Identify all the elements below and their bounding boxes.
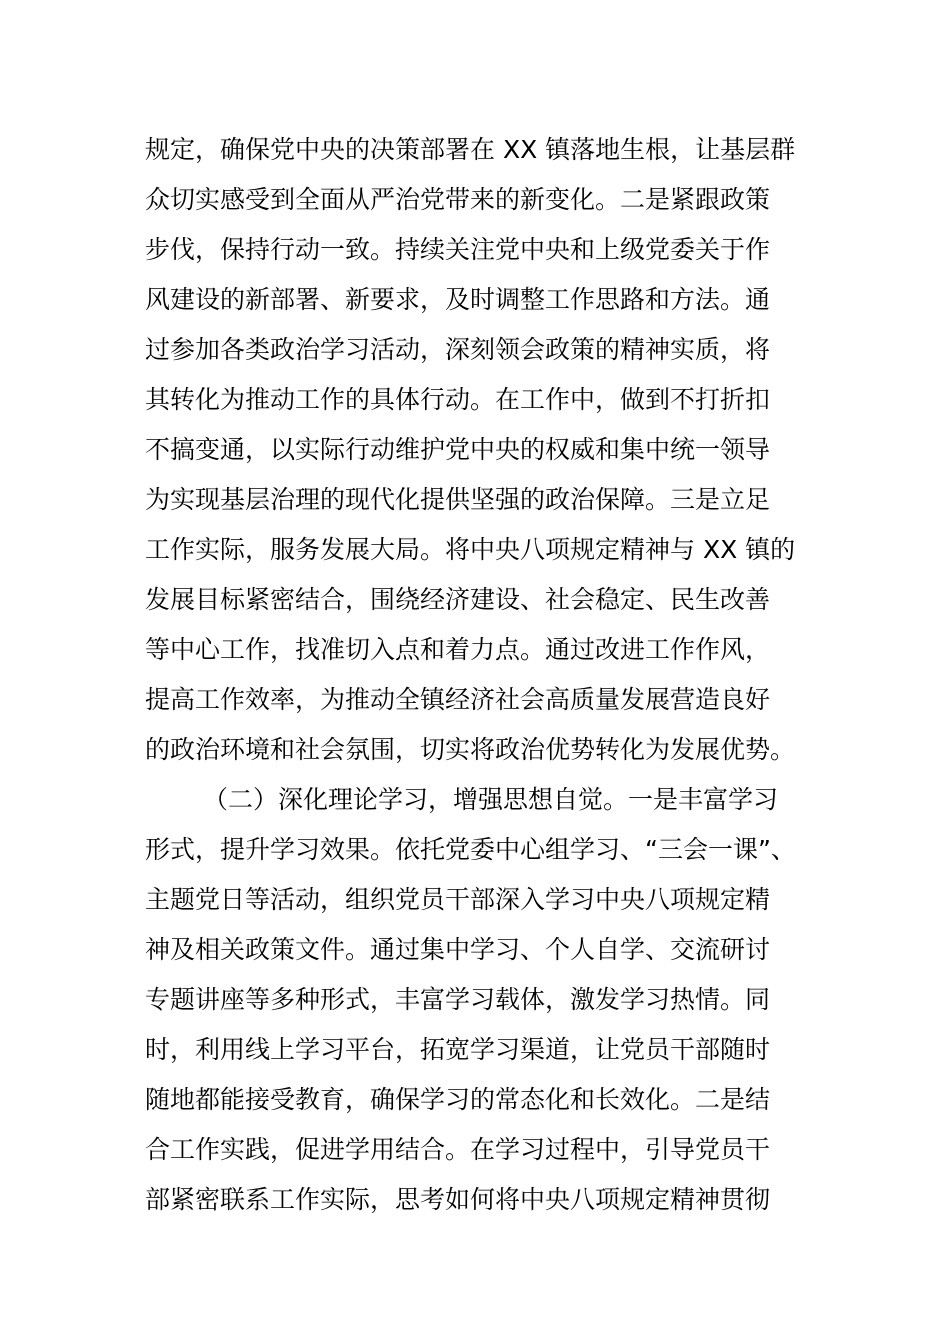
text-line: 过参加各类政治学习活动，深刻领会政策的精神实质，将	[145, 335, 771, 364]
body-text	[145, 125, 810, 1225]
text-line: 众切实感受到全面从严治党带来的新变化。二是紧跟政策	[145, 185, 771, 214]
text-line: 时，利用线上学习平台，拓宽学习渠道，让党员干部随时	[145, 1035, 771, 1064]
text-line: 工作实际，服务发展大局。将中央八项规定精神与 XX 镇的	[145, 535, 796, 564]
text-line: 形式，提升学习效果。依托党委中心组学习、“三会一课”、	[145, 835, 796, 864]
text-line: 专题讲座等多种形式，丰富学习载体，激发学习热情。同	[145, 985, 771, 1014]
text-line: 部紧密联系工作实际，思考如何将中央八项规定精神贯彻	[145, 1185, 771, 1214]
text-line: 规定，确保党中央的决策部署在 XX 镇落地生根，让基层群	[145, 135, 796, 164]
text-line: 提高工作效率，为推动全镇经济社会高质量发展营造良好	[145, 685, 771, 714]
text-line: 风建设的新部署、新要求，及时调整工作思路和方法。通	[145, 285, 771, 314]
text-line: 为实现基层治理的现代化提供坚强的政治保障。三是立足	[145, 485, 771, 514]
text-line: 随地都能接受教育，确保学习的常态化和长效化。二是结	[145, 1085, 771, 1114]
text-line: 合工作实践，促进学用结合。在学习过程中，引导党员干	[145, 1135, 771, 1164]
text-line: 等中心工作，找准切入点和着力点。通过改进工作作风，	[145, 635, 771, 664]
text-line: 步伐，保持行动一致。持续关注党中央和上级党委关于作	[145, 235, 771, 264]
section-heading-line: （二）深化理论学习，增强思想自觉。一是丰富学习	[203, 785, 779, 814]
text-line: 主题党日等活动，组织党员干部深入学习中央八项规定精	[145, 885, 771, 914]
text-line: 神及相关政策文件。通过集中学习、个人自学、交流研讨	[145, 935, 771, 964]
text-line: 发展目标紧密结合，围绕经济建设、社会稳定、民生改善	[145, 585, 771, 614]
text-line: 的政治环境和社会氛围，切实将政治优势转化为发展优势。	[145, 735, 796, 764]
text-line: 不搞变通，以实际行动维护党中央的权威和集中统一领导	[145, 435, 771, 464]
text-line: 其转化为推动工作的具体行动。在工作中，做到不打折扣	[145, 385, 771, 414]
